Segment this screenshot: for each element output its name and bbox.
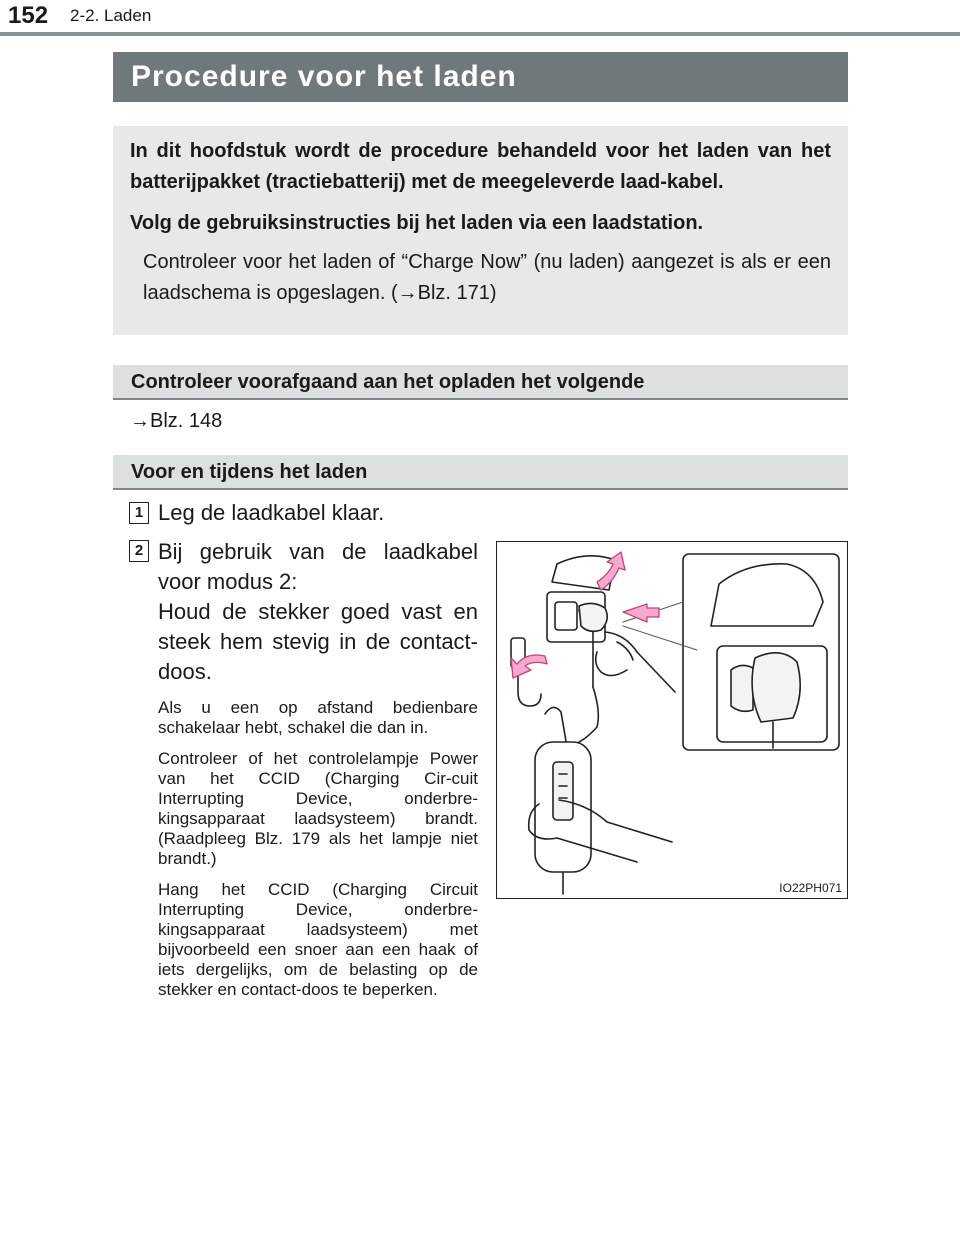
section-header-charging	[113, 455, 848, 490]
title-bar	[113, 52, 848, 102]
hand-upper	[596, 632, 675, 692]
intro-paragraph: Volg de gebruiksinstructies bij het laden via een laadstation.	[130, 212, 704, 234]
charging-illustration-drawing	[497, 542, 846, 897]
step-number-badge: 1	[129, 502, 149, 524]
cable	[579, 687, 598, 742]
page-number: 152	[8, 2, 49, 29]
intro-paragraph: In dit hoofdstuk wordt de procedure behandeld voor het laden van het batterijpakket (tractiebatterij) met de meegeleverde laad-kabel.	[130, 140, 831, 193]
step-text: Leg de laadkabel klaar.	[158, 500, 385, 525]
page-header	[0, 0, 960, 40]
header-rule	[0, 32, 960, 36]
insert-arrow	[623, 604, 659, 622]
step-note: Controleer of het controlelampje Power van het CCID (Charging Cir-cuit Interrupting Device, onderbre-kingsapparaat laadsysteem) brandt. (Raadpleeg Blz. 179 als het lampje niet brandt.)	[158, 749, 478, 868]
charging-illustration	[496, 541, 848, 899]
page-reference-link[interactable]: →Blz. 148	[130, 410, 223, 432]
step-text: Bij gebruik van de laadkabel voor modus 2:	[158, 539, 478, 594]
section-header-check	[113, 365, 848, 400]
intro-box	[113, 126, 848, 335]
section-heading: Controleer voorafgaand aan het opladen het volgende	[131, 371, 645, 393]
outlet-housing	[547, 556, 615, 642]
section-reference: 2-2. Laden	[70, 6, 152, 25]
section-heading: Voor en tijdens het laden	[131, 461, 368, 483]
step-number-badge: 2	[129, 540, 149, 562]
step-note: Hang het CCID (Charging Circuit Interrupting Device, onderbre-kingsapparaat laadsysteem) met bijvoorbeeld een snoer aan een haak of iets dergelijks, om de belasting op de stekker en contact-doos te beperken.	[158, 880, 478, 999]
detail-inset	[623, 554, 839, 750]
figure-code: IO22PH071	[779, 881, 842, 895]
intro-note: Controleer voor het laden of “Charge Now” (nu laden) aangezet is als er een laadschema is opgeslagen. (→Blz. 171)	[143, 251, 831, 304]
step-note: Als u een op afstand bedienbare schakelaar hebt, schakel die dan in.	[158, 698, 478, 737]
plug	[579, 603, 607, 687]
page-title: Procedure voor het laden	[131, 60, 517, 93]
step-2-block	[158, 537, 478, 1000]
step-text: Houd de stekker goed vast en steek hem stevig in de contact-doos.	[158, 599, 478, 684]
